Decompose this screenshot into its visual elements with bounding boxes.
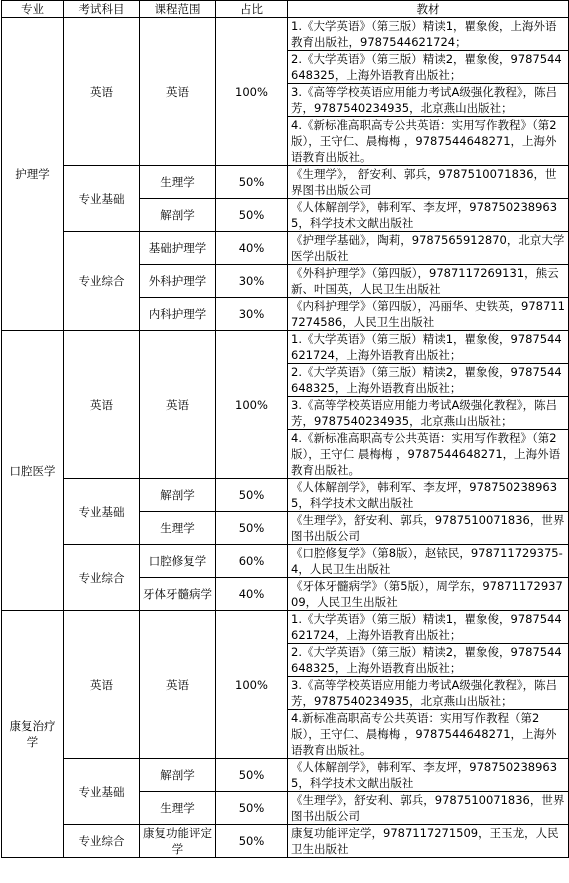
textbook-cell: 《护理学基础》，陶莉，9787565912870，北京大学医学出版社 [288, 232, 569, 265]
textbook-cell: 2.《大学英语》（第三版）精读2，瞿象俊，9787544648325，上海外语教育出版社； [288, 644, 569, 677]
ratio-cell: 50% [216, 479, 288, 512]
subject-cell: 专业基础 [64, 759, 140, 825]
textbook-cell: 《牙体牙髓病学》（第5版），周学东，9787117293709，人民卫生出版社 [288, 578, 569, 611]
ratio-cell: 100% [216, 331, 288, 479]
major-cell: 口腔医学 [2, 331, 64, 611]
subject-cell: 英语 [64, 611, 140, 759]
scope-cell: 解剖学 [140, 199, 216, 232]
ratio-cell: 50% [216, 825, 288, 858]
table-row [2, 166, 569, 199]
textbook-cell: 4.《新标准高职高专公共英语：实用写作教程》（第2版），王守仁 晨梅梅 ，9787544648271，上海外语教育出版社。 [288, 430, 569, 479]
exam-syllabus-table [1, 0, 569, 858]
scope-cell: 外科护理学 [140, 265, 216, 298]
ratio-cell: 50% [216, 166, 288, 199]
scope-cell: 英语 [140, 611, 216, 759]
subject-cell: 专业综合 [64, 545, 140, 611]
scope-cell: 牙体牙髓病学 [140, 578, 216, 611]
textbook-cell: 《内科护理学》（第四版），冯丽华、史铁英，9787117274586，人民卫生出版社 [288, 298, 569, 331]
textbook-cell: 《外科护理学》（第四版），9787117269131，熊云新、叶国英，人民卫生出版社 [288, 265, 569, 298]
textbook-cell: 3.《高等学校英语应用能力考试A级强化教程》，陈吕芳，9787540234935，北京燕山出版社； [288, 84, 569, 117]
ratio-cell: 30% [216, 298, 288, 331]
textbook-cell: 《人体解剖学》，韩利军、李友坪，9787502389635，科学技术文献出版社 [288, 759, 569, 792]
table-row [2, 545, 569, 578]
textbook-cell: 2.《大学英语》（第三版）精读2，瞿象俊，9787544648325，上海外语教育出版社； [288, 364, 569, 397]
table-row [2, 18, 569, 51]
textbook-cell: 3.《高等学校英语应用能力考试A级强化教程》，陈吕芳，9787540234935，北京燕山出版社； [288, 397, 569, 430]
scope-cell: 英语 [140, 331, 216, 479]
textbook-cell: 《生理学》，舒安利、郭兵，9787510071836，世界图书出版公司 [288, 512, 569, 545]
table-row [2, 331, 569, 364]
scope-cell: 内科护理学 [140, 298, 216, 331]
ratio-cell: 100% [216, 18, 288, 166]
textbook-cell: 1.《大学英语》（第三版）精读1，瞿象俊，9787544621724，上海外语教育出版社； [288, 331, 569, 364]
table-row [2, 759, 569, 792]
table-row [2, 479, 569, 512]
scope-cell: 康复功能评定学 [140, 825, 216, 858]
textbook-cell: 4.《新标准高职高专公共英语：实用写作教程》（第2版），王守仁、晨梅梅 ，9787544648271，上海外语教育出版社。 [288, 117, 569, 166]
scope-cell: 英语 [140, 18, 216, 166]
textbook-cell: 3.《高等学校英语应用能力考试A级强化教程》，陈吕芳，9787540234935，北京燕山出版社； [288, 677, 569, 710]
subject-cell: 英语 [64, 18, 140, 166]
textbook-cell: 4.新标准高职高专公共英语：实用写作教程（第2版），王守仁、晨梅梅 ，9787544648271，上海外语教育出版社。 [288, 710, 569, 759]
ratio-cell: 50% [216, 512, 288, 545]
header-textbook: 教材 [288, 1, 569, 18]
table-body [2, 18, 569, 858]
ratio-cell: 60% [216, 545, 288, 578]
subject-cell: 专业综合 [64, 232, 140, 331]
textbook-cell: 《人体解剖学》，韩利军、李友坪，9787502389635，科学技术文献出版社 [288, 479, 569, 512]
subject-cell: 专业基础 [64, 479, 140, 545]
scope-cell: 生理学 [140, 166, 216, 199]
ratio-cell: 30% [216, 265, 288, 298]
major-cell: 护理学 [2, 18, 64, 331]
table-row [2, 232, 569, 265]
ratio-cell: 40% [216, 578, 288, 611]
header-major: 专业 [2, 1, 64, 18]
header-scope: 课程范围 [140, 1, 216, 18]
header-ratio: 占比 [216, 1, 288, 18]
scope-cell: 口腔修复学 [140, 545, 216, 578]
scope-cell: 基础护理学 [140, 232, 216, 265]
scope-cell: 生理学 [140, 792, 216, 825]
header-subject: 考试科目 [64, 1, 140, 18]
scope-cell: 解剖学 [140, 479, 216, 512]
ratio-cell: 40% [216, 232, 288, 265]
subject-cell: 专业基础 [64, 166, 140, 232]
ratio-cell: 50% [216, 199, 288, 232]
major-cell: 康复治疗学 [2, 611, 64, 858]
subject-cell: 专业综合 [64, 825, 140, 858]
scope-cell: 解剖学 [140, 759, 216, 792]
textbook-cell: 康复功能评定学，9787117271509，王玉龙，人民卫生出版社 [288, 825, 569, 858]
textbook-cell: 《生理学》，舒安利、郭兵，9787510071836，世界图书出版公司 [288, 792, 569, 825]
textbook-cell: 《人体解剖学》，韩利军、李友坪，9787502389635，科学技术文献出版社 [288, 199, 569, 232]
ratio-cell: 100% [216, 611, 288, 759]
table-row [2, 611, 569, 644]
header-row [2, 1, 569, 18]
textbook-cell: 1.《大学英语》（第三版）精读1，瞿象俊，9787544621724，上海外语教育出版社； [288, 611, 569, 644]
table-row [2, 825, 569, 858]
textbook-cell: 1.《大学英语》（第三版）精读1，瞿象俊，上海外语教育出版社，9787544621724； [288, 18, 569, 51]
textbook-cell: 2.《大学英语》（第三版）精读2，瞿象俊，9787544648325，上海外语教育出版社； [288, 51, 569, 84]
subject-cell: 英语 [64, 331, 140, 479]
scope-cell: 生理学 [140, 512, 216, 545]
textbook-cell: 《口腔修复学》（第8版），赵铱民，978711729375-4，人民卫生出版社 [288, 545, 569, 578]
ratio-cell: 50% [216, 792, 288, 825]
textbook-cell: 《生理学》， 舒安利、郭兵，9787510071836，世界图书出版公司 [288, 166, 569, 199]
ratio-cell: 50% [216, 759, 288, 792]
